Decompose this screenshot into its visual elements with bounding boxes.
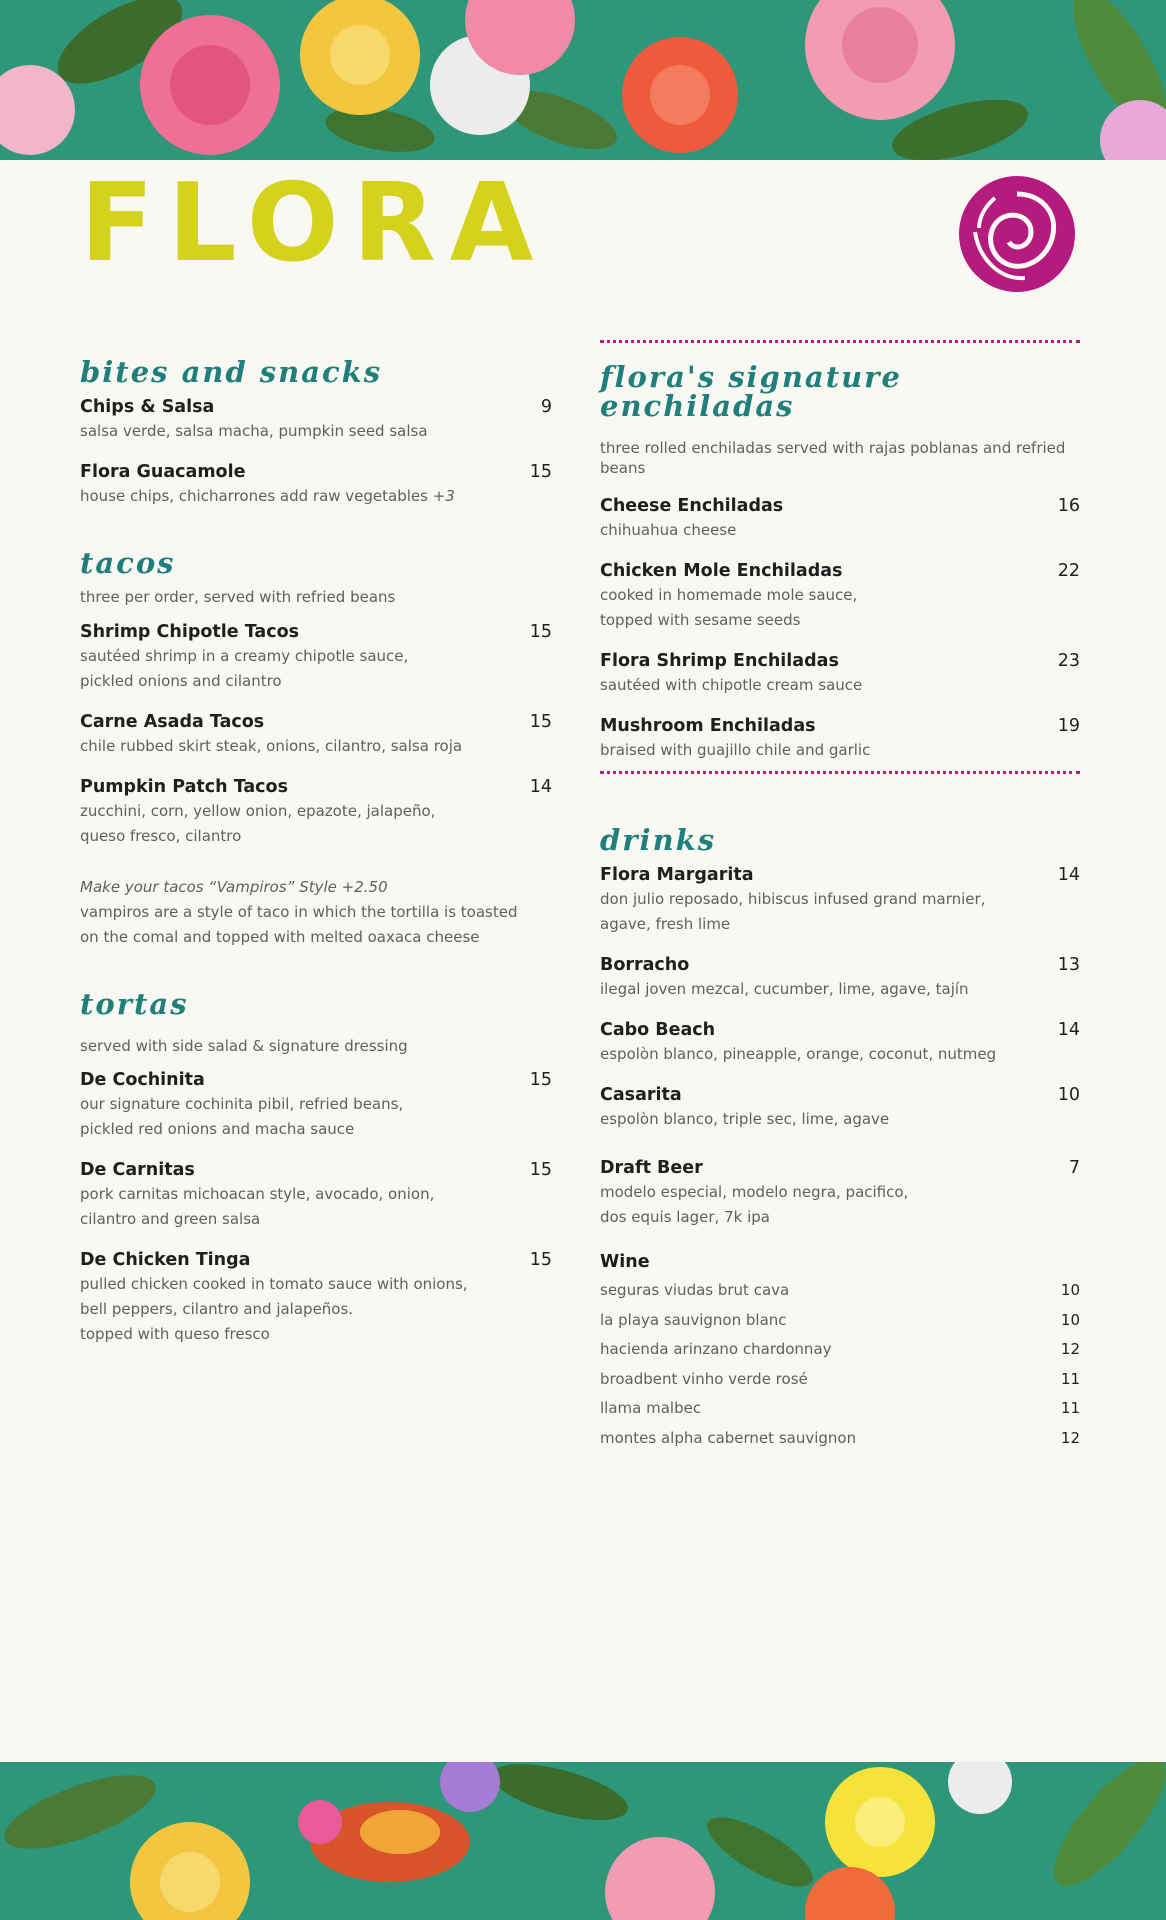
- item-price: 15: [529, 1250, 552, 1270]
- wine-name: hacienda arinzano chardonnay: [600, 1340, 832, 1358]
- item-description: [80, 484, 552, 509]
- menu-item: [80, 397, 552, 444]
- item-name: Borracho: [600, 955, 690, 975]
- item-name: Draft Beer: [600, 1158, 703, 1178]
- item-name: Flora Margarita: [600, 865, 754, 885]
- wine-title: Wine: [600, 1252, 650, 1272]
- menu-item: [600, 1020, 1080, 1067]
- item-description: chile rubbed skirt steak, onions, cilantro, salsa roja: [80, 736, 463, 755]
- menu-item: [600, 865, 1080, 937]
- item-description: pulled chicken cooked in tomato sauce with onions, bell peppers, cilantro and jalapeños. topped with queso fresco: [80, 1275, 468, 1343]
- item-price: 15: [529, 711, 552, 732]
- item-description: braised with guajillo chile and garlic: [600, 741, 871, 759]
- item-description: pork carnitas michoacan style, avocado, onion, cilantro and green salsa: [80, 1185, 435, 1228]
- item-name: De Chicken Tinga: [80, 1250, 251, 1270]
- item-name: Shrimp Chipotle Tacos: [80, 621, 300, 642]
- wine-row: [600, 1365, 1080, 1395]
- item-price: 10: [1057, 1085, 1080, 1105]
- wine-row: [600, 1306, 1080, 1336]
- item-price: 16: [1057, 496, 1080, 516]
- wine-name: seguras viudas brut cava: [600, 1281, 790, 1299]
- floral-illustration: [0, 1762, 1166, 1920]
- item-description: cooked in homemade mole sauce, topped with sesame seeds: [600, 586, 858, 629]
- section-drinks: [600, 823, 1080, 1453]
- wine-list: [600, 1252, 1080, 1453]
- item-price: 15: [529, 1160, 552, 1180]
- wine-name: llama malbec: [600, 1399, 702, 1417]
- menu-item: [80, 622, 552, 694]
- section-bites: [80, 355, 552, 509]
- wine-name: broadbent vinho verde rosé: [600, 1369, 808, 1388]
- item-price: 7: [1068, 1158, 1080, 1178]
- wine-row: [600, 1276, 1080, 1306]
- item-name: Chips & Salsa: [80, 397, 215, 417]
- item-description: sautéed with chipotle cream sauce: [600, 676, 863, 694]
- wine-name: montes alpha cabernet sauvignon: [600, 1428, 857, 1447]
- section-enchiladas: [600, 360, 1080, 763]
- item-price: 14: [529, 776, 552, 797]
- item-price: 13: [1057, 955, 1080, 975]
- item-name: Flora Guacamole: [80, 462, 246, 482]
- menu-item: [600, 651, 1080, 698]
- item-description: salsa verde, salsa macha, pumpkin seed salsa: [80, 422, 428, 440]
- wine-price: 10: [1060, 1310, 1080, 1329]
- bottom-floral-banner: [0, 1762, 1166, 1920]
- section-description: three rolled enchiladas served with rajas poblanas and refried beans: [600, 439, 1066, 477]
- menu-item: [80, 712, 552, 759]
- item-description-text: house chips, chicharrones add raw vegetables: [80, 487, 428, 505]
- menu-item: [600, 561, 1080, 633]
- section-description: served with side salad & signature dressing: [80, 1036, 408, 1055]
- item-description: ilegal joven mezcal, cucumber, lime, agave, tajín: [600, 980, 969, 998]
- item-description: sautéed shrimp in a creamy chipotle sauce, pickled onions and cilantro: [80, 646, 409, 690]
- item-price: 14: [1057, 865, 1080, 885]
- item-price: 19: [1057, 716, 1080, 736]
- item-name: Chicken Mole Enchiladas: [600, 561, 843, 581]
- right-column: [600, 330, 1080, 1453]
- left-column: [80, 330, 552, 1365]
- item-description: modelo especial, modelo negra, pacifico, dos equis lager, 7k ipa: [600, 1183, 909, 1226]
- wine-price: 12: [1060, 1428, 1080, 1447]
- item-description: espolòn blanco, triple sec, lime, agave: [600, 1110, 890, 1128]
- menu-item: [600, 496, 1080, 543]
- rose-icon: [955, 172, 1079, 296]
- item-price: 23: [1057, 651, 1080, 671]
- item-name: Casarita: [600, 1085, 682, 1105]
- item-price: 15: [529, 462, 552, 482]
- wine-name: la playa sauvignon blanc: [600, 1310, 787, 1329]
- item-name: Flora Shrimp Enchiladas: [600, 651, 839, 671]
- section-title: bites and snacks: [80, 355, 383, 389]
- item-description: don julio reposado, hibiscus infused grand marnier, agave, fresh lime: [600, 890, 986, 933]
- item-description: our signature cochinita pibil, refried beans, pickled red onions and macha sauce: [80, 1095, 404, 1138]
- item-name: Carne Asada Tacos: [80, 711, 265, 732]
- menu-item: [600, 1158, 1080, 1230]
- item-price: 9: [540, 397, 552, 417]
- wine-price: 11: [1060, 1369, 1080, 1388]
- vampiros-note: [80, 875, 552, 950]
- wine-row: [600, 1424, 1080, 1454]
- item-price: 14: [1057, 1020, 1080, 1040]
- section-tortas: [80, 986, 552, 1348]
- menu-item: [80, 1070, 552, 1142]
- menu-item: [80, 1250, 552, 1347]
- menu-item: [600, 1085, 1080, 1132]
- menu-item: [80, 777, 552, 849]
- wine-row: [600, 1394, 1080, 1424]
- floral-illustration: [0, 0, 1166, 160]
- item-price: 15: [529, 1070, 552, 1090]
- wine-price: 11: [1060, 1399, 1080, 1417]
- top-floral-banner: [0, 0, 1166, 160]
- menu-item: [80, 462, 552, 509]
- note-text: vampiros are a style of taco in which the tortilla is toasted on the comal and topped with melted oaxaca cheese: [80, 902, 518, 946]
- section-description: three per order, served with refried beans: [80, 588, 396, 606]
- section-tacos: [80, 546, 552, 950]
- item-description: espolòn blanco, pineapple, orange, coconut, nutmeg: [600, 1045, 997, 1063]
- wine-row: [600, 1335, 1080, 1365]
- section-title: flora's signature enchiladas: [600, 360, 902, 423]
- item-name: Mushroom Enchiladas: [600, 716, 816, 736]
- item-name: De Carnitas: [80, 1160, 195, 1180]
- item-name: Pumpkin Patch Tacos: [80, 776, 288, 797]
- addon-price: +3: [432, 487, 455, 505]
- item-description: zucchini, corn, yellow onion, epazote, jalapeño, queso fresco, cilantro: [80, 801, 436, 845]
- menu-item: [600, 716, 1080, 763]
- item-name: Cheese Enchiladas: [600, 496, 784, 516]
- dotted-divider: [600, 771, 1080, 774]
- item-name: Cabo Beach: [600, 1020, 716, 1040]
- section-title: tortas: [80, 986, 189, 1021]
- item-description: chihuahua cheese: [600, 521, 737, 539]
- menu-item: [80, 1160, 552, 1232]
- wine-price: 10: [1060, 1281, 1080, 1299]
- note-title: Make your tacos “Vampiros” Style +2.50: [80, 877, 388, 896]
- restaurant-logo: FLORA: [80, 161, 548, 286]
- wine-price: 12: [1060, 1340, 1080, 1358]
- item-price: 15: [529, 621, 552, 642]
- dotted-divider: [600, 340, 1080, 343]
- menu-item: [600, 955, 1080, 1002]
- item-name: De Cochinita: [80, 1070, 205, 1090]
- item-price: 22: [1057, 561, 1080, 581]
- section-title: drinks: [600, 823, 717, 857]
- section-title: tacos: [80, 546, 176, 580]
